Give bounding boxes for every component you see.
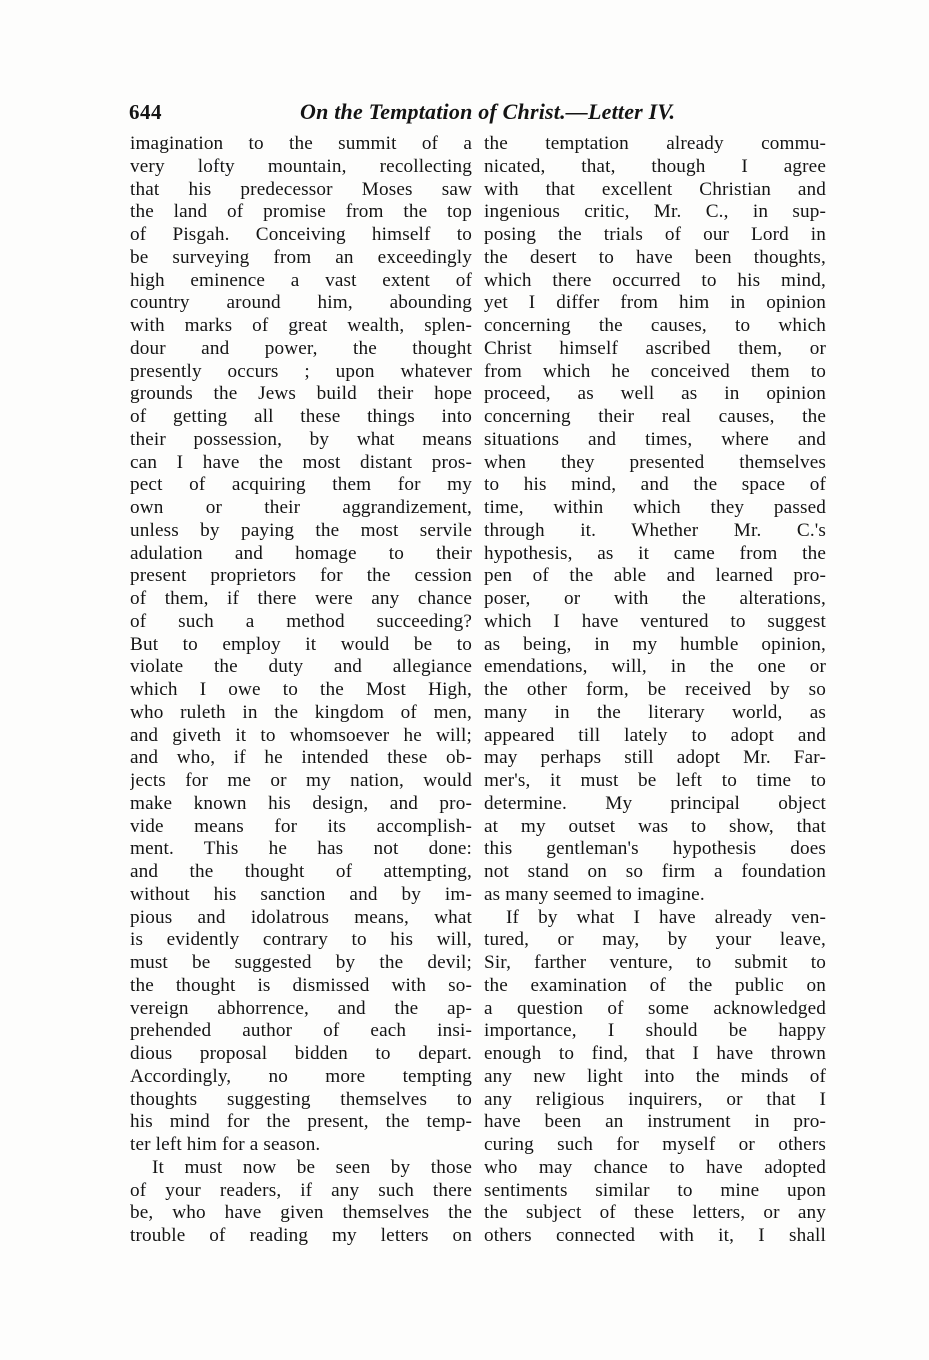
text-line: proceed, as well as in opinion [484,383,826,405]
text-line: to his mind, and the space of [484,474,826,496]
text-line: ter left him for a season. [130,1134,321,1155]
text-line: not stand on so firm a foundation [484,861,826,882]
text-line: Accordingly, no more tempting [130,1065,472,1087]
text-line: very lofty mountain, recollecting [130,155,472,177]
text-line: of Pisgah. Conceiving himself to [130,224,472,245]
text-line: yet I differ from him in opinion [484,292,826,314]
text-line: nicated, that, though I agree [484,155,826,177]
text-line: this gentleman's hypothesis does [484,838,826,860]
text-line: present proprietors for the cession [130,565,472,587]
text-line: concerning the causes, to which [484,315,826,336]
text-line: and who, if he intended these ob- [130,747,472,769]
text-line: the other form, be received by so [484,679,826,700]
text-line: the land of promise from the top [130,201,472,223]
text-line: dious proposal bidden to depart. [130,1043,472,1064]
text-line: pious and idolatrous means, what [130,906,472,928]
running-title: On the Temptation of Christ.—Letter IV. [300,99,676,124]
right-column [484,133,826,1248]
text-line: curing such for myself or others [484,1134,826,1155]
text-line: Sir, farther venture, to submit to [484,952,826,973]
text-line: own or their aggrandizement, [130,497,472,518]
text-line: trouble of reading my letters on [130,1225,472,1246]
text-line: appeared till lately to adopt and [484,724,826,746]
text-line: presently occurs ; upon whatever [130,360,472,382]
text-line: a question of some acknowledged [484,997,826,1019]
text-line: at my outset was to show, that [484,815,826,837]
text-line: their possession, by what means [130,428,472,450]
text-line: ingenious critic, Mr. C., in sup- [484,201,826,223]
text-line: the subject of these letters, or any [484,1202,826,1224]
text-line: posing the trials of our Lord in [484,224,826,245]
text-line: his mind for the present, the temp- [130,1111,472,1133]
text-line: dour and power, the thought [130,337,472,359]
text-line: hypothesis, as it came from the [484,542,826,564]
text-line: adulation and homage to their [130,542,472,564]
text-line: high eminence a vast extent of [130,269,472,291]
text-line: any new light into the minds of [484,1065,826,1087]
text-line: with that excellent Christian and [484,178,826,200]
text-line: violate the duty and allegiance [130,656,472,678]
text-line: from which he conceived them to [484,360,826,382]
text-line: of them, if there were any chance [130,588,472,609]
text-line: situations and times, where and [484,428,826,450]
text-line: vide means for its accomplish- [130,815,472,837]
text-line: can I have the most distant pros- [130,451,472,473]
text-line: concerning their real causes, the [484,406,826,427]
text-line: others connected with it, I shall [484,1225,826,1246]
text-line: when they presented themselves [484,451,826,473]
text-line: thoughts suggesting themselves to [130,1088,472,1110]
text-line: the examination of the public on [484,974,826,996]
text-line: pect of acquiring them for my [130,474,472,496]
text-line: through it. Whether Mr. C.'s [484,519,826,541]
text-line: unless by paying the most servile [130,519,472,541]
text-line: ment. This he has not done: [130,838,472,860]
text-line: as being, in my humble opinion, [484,633,826,655]
text-line: without his sanction and by im- [130,883,472,905]
text-line: with marks of great wealth, splen- [130,315,472,336]
text-line: time, within which they passed [484,497,826,518]
text-line: have been an instrument in pro- [484,1111,826,1133]
text-line: who may chance to have adopted [484,1156,826,1178]
text-line: prehended author of each insi- [130,1020,472,1042]
text-line: imagination to the summit of a [130,133,472,154]
text-line: importance, I should be happy [484,1020,826,1042]
page-number: 644 [129,100,162,124]
text-line: But to employ it would be to [130,633,472,655]
page-header [129,97,829,127]
text-line: is evidently contrary to his will, [130,929,472,951]
text-line: country around him, abounding [130,292,472,314]
text-line: emendations, will, in the one or [484,656,826,678]
text-line: the thought is dismissed with so- [130,974,472,996]
text-line: Christ himself ascribed them, or [484,337,826,359]
text-line: which I owe to the Most High, [130,679,472,700]
text-line: that his predecessor Moses saw [130,178,472,200]
text-line: sentiments similar to mine upon [484,1179,826,1201]
text-line: and the thought of attempting, [130,861,472,882]
text-line: as many seemed to imagine. [484,883,705,905]
text-line: may perhaps still adopt Mr. Far- [484,747,826,769]
text-line: the desert to have been thoughts, [484,246,826,268]
text-line: must be suggested by the devil; [130,952,472,973]
text-line: who ruleth in the kingdom of men, [130,701,472,723]
text-line: determine. My principal object [484,792,826,814]
text-line: be, who have given themselves the [130,1202,472,1224]
text-line: If by what I have already ven- [506,906,826,928]
text-line: many in the literary world, as [484,701,826,723]
text-line: be surveying from an exceedingly [130,246,472,268]
text-line: of getting all these things into [130,406,472,427]
text-line: which there occurred to his mind, [484,269,826,291]
text-line: the temptation already commu- [484,133,826,154]
text-line: mer's, it must be left to time to [484,770,826,791]
left-column [130,133,472,1248]
text-line: It must now be seen by those [152,1156,472,1178]
text-line: which I have ventured to suggest [484,610,826,632]
text-line: of your readers, if any such there [130,1179,472,1201]
text-line: any religious inquirers, or that I [484,1088,826,1110]
text-line: make known his design, and pro- [130,792,472,814]
text-line: jects for me or my nation, would [130,770,472,791]
text-line: poser, or with the alterations, [484,588,826,609]
text-line: tured, or may, by your leave, [484,929,826,951]
text-line: and giveth it to whomsoever he will; [130,724,472,746]
text-line: vereign abhorrence, and the ap- [130,997,472,1019]
text-line: enough to find, that I have thrown [484,1043,826,1064]
text-line: of such a method succeeding? [130,610,472,632]
text-line: grounds the Jews build their hope [130,383,472,405]
text-line: pen of the able and learned pro- [484,565,826,587]
